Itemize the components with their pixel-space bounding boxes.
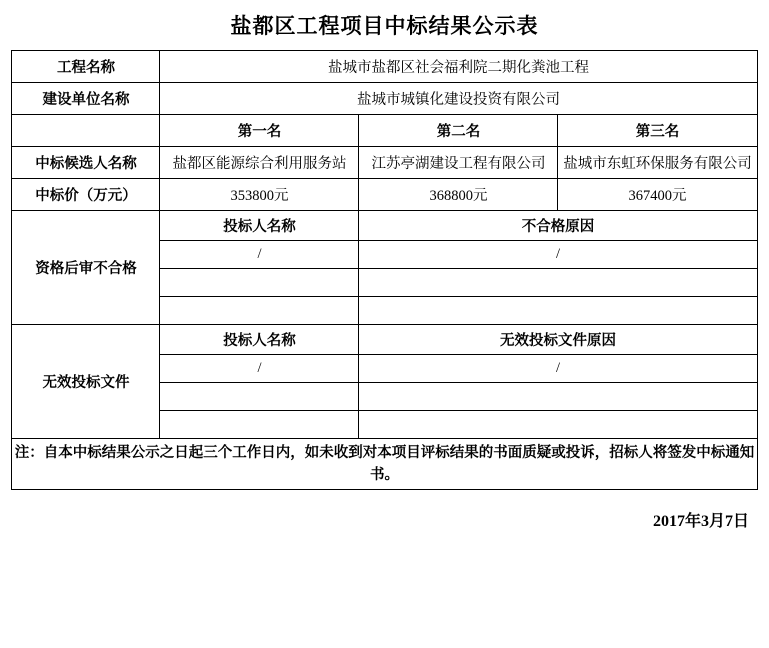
- unqualified-col-reason: 不合格原因: [359, 211, 757, 241]
- price-first: 353800元: [160, 179, 359, 211]
- unqualified-bidder-1: /: [160, 241, 359, 269]
- project-name-label: 工程名称: [12, 51, 160, 83]
- construction-unit-value: 盐城市城镇化建设投资有限公司: [160, 83, 757, 115]
- price-second: 368800元: [359, 179, 558, 211]
- unqualified-reason-3: [359, 297, 757, 325]
- candidate-label: 中标候选人名称: [12, 147, 160, 179]
- unqualified-reason-1: /: [359, 241, 757, 269]
- table-row: [12, 147, 757, 179]
- invalid-col-bidder: 投标人名称: [160, 325, 359, 355]
- rank-header-empty: [12, 115, 160, 147]
- bid-result-table: [11, 50, 757, 490]
- construction-unit-label: 建设单位名称: [12, 83, 160, 115]
- table-row: [12, 179, 757, 211]
- invalid-bidder-3: [160, 411, 359, 439]
- notice-text: 注：自本中标结果公示之日起三个工作日内，如未收到对本项目评标结果的书面质疑或投诉，招标人将签发中标通知书。: [12, 439, 757, 490]
- candidate-second: 江苏亭湖建设工程有限公司: [359, 147, 558, 179]
- unqualified-col-bidder: 投标人名称: [160, 211, 359, 241]
- table-row: [12, 325, 757, 355]
- invalid-bidder-1: /: [160, 355, 359, 383]
- invalid-reason-2: [359, 383, 757, 411]
- table-row: [12, 211, 757, 241]
- unqualified-reason-2: [359, 269, 757, 297]
- price-third: 367400元: [558, 179, 757, 211]
- table-row: [12, 51, 757, 83]
- invalid-reason-3: [359, 411, 757, 439]
- rank-second: 第二名: [359, 115, 558, 147]
- invalid-reason-1: /: [359, 355, 757, 383]
- price-label: 中标价（万元）: [12, 179, 160, 211]
- page-title: 盐都区工程项目中标结果公示表: [230, 14, 539, 38]
- candidate-third: 盐城市东虹环保服务有限公司: [558, 147, 757, 179]
- table-row: [12, 439, 757, 490]
- unqualified-bidder-3: [160, 297, 359, 325]
- rank-third: 第三名: [558, 115, 757, 147]
- invalid-label: 无效投标文件: [12, 325, 160, 439]
- rank-first: 第一名: [160, 115, 359, 147]
- invalid-bidder-2: [160, 383, 359, 411]
- table-row: [12, 115, 757, 147]
- unqualified-label: 资格后审不合格: [12, 211, 160, 325]
- invalid-col-reason: 无效投标文件原因: [359, 325, 757, 355]
- unqualified-bidder-2: [160, 269, 359, 297]
- project-name-value: 盐城市盐都区社会福利院二期化粪池工程: [160, 51, 757, 83]
- table-row: [12, 83, 757, 115]
- candidate-first: 盐都区能源综合利用服务站: [160, 147, 359, 179]
- publish-date: 2017年3月7日: [652, 513, 749, 530]
